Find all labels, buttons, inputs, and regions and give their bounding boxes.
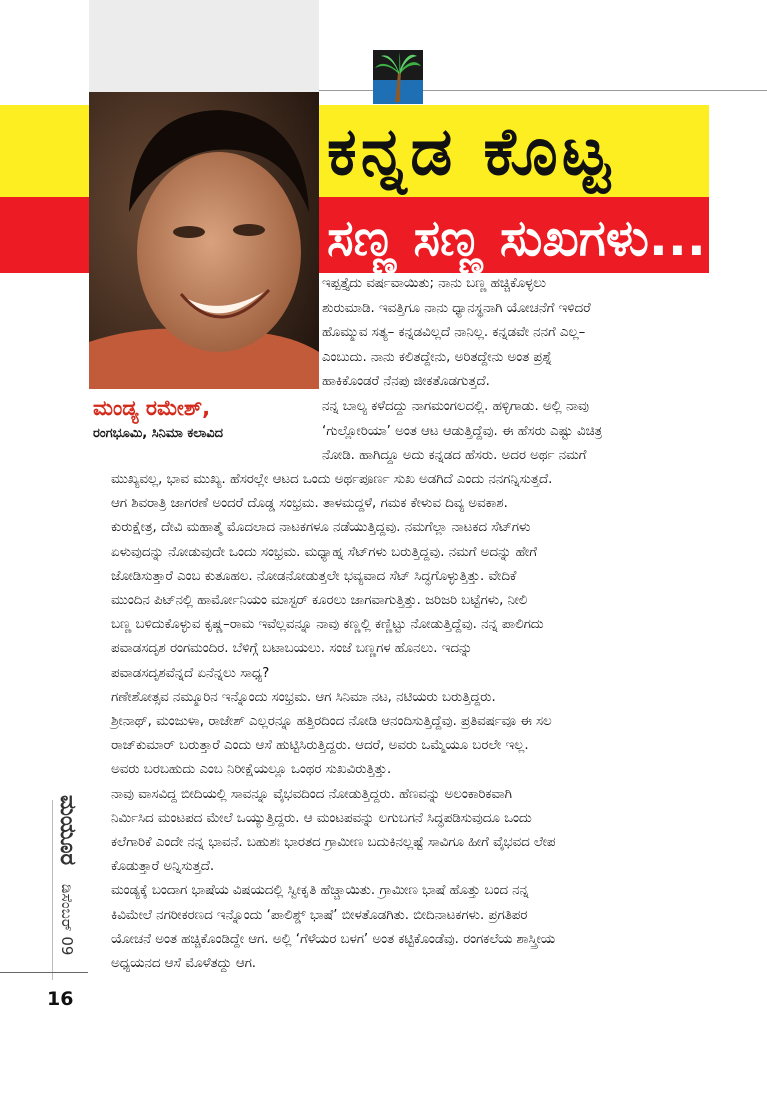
author-photo (89, 92, 319, 389)
article-line: ಜೋಡಿಸುತ್ತಾರೆ ಎಂಬ ಕುತೂಹಲ. ನೋಡನೋಡುತ್ತಲೇ ಭವ್ಯವಾದ ಸೆಟ್ ಸಿದ್ಧಗೊಳ್ಳುತ್ತಿತ್ತು. ವೇದಿಕೆ (111, 568, 517, 584)
article-line: ಕುರುಕ್ಷೇತ್ರ, ದೇವಿ ಮಹಾತ್ಮೆ ಮೊದಲಾದ ನಾಟಕಗಳೂ ನಡೆಯುತ್ತಿದ್ದವು. ನಮಗೆಲ್ಲಾ ನಾಟಕದ ಸೆಟ್‌ಗಳು (111, 520, 531, 536)
article-line: ಅಧ್ಯಯನದ ಆಸೆ ಮೊಳೆತದ್ದು ಆಗ. (111, 956, 257, 972)
article-line: ಗಣೇಶೋತ್ಸವ ನಮ್ಮೂರಿನ ಇನ್ನೊಂದು ಸಂಭ್ರಮ. ಆಗ ಸಿನಿಮಾ ನಟ, ನಟಿಯರು ಬರುತ್ತಿದ್ದರು. (111, 689, 496, 705)
article-line: ರಾಜ್‌ಕುಮಾರ್ ಬರುತ್ತಾರೆ ಎಂದು ಆಸೆ ಹುಟ್ಟಿಸಿರುತ್ತಿದ್ದರು. ಆದರೆ, ಅವರು ಒಮ್ಮೆಯೂ ಬರಲೇ ಇಲ್ಲ. (111, 738, 529, 754)
author-role: ರಂಗಭೂಮಿ, ಸಿನಿಮಾ ಕಲಾವಿದ (93, 426, 223, 441)
article-line: ಪವಾಡಸದೃಶ ರಂಗಮಂದಿರ. ಬೆಳಿಗ್ಗೆ ಬಟಾಬಯಲು. ಸಂಜೆ ಬಣ್ಣಗಳ ಹೊನಲು. ಇದನ್ನು (111, 641, 473, 657)
article-line: ಹಾಕಿಕೊಂಡರೆ ನೆನಪು ಜೀಕತೊಡಗುತ್ತದೆ. (322, 374, 490, 390)
article-line: ಶ್ರೀನಾಥ್, ಮಂಜುಳಾ, ರಾಜೇಶ್ ಎಲ್ಲರನ್ನೂ ಹತ್ತಿರದಿಂದ ನೋಡಿ ಆನಂದಿಸುತ್ತಿದ್ದೆವು. ಪ್ರತಿವರ್ಷವೂ ಈ ಸಲ (111, 714, 552, 730)
page-number: 16 (47, 988, 74, 1010)
article-line: ಮುಖ್ಯವಲ್ಲ, ಭಾವ ಮುಖ್ಯ. ಹೆಸರಲ್ಲೇ ಆಟದ ಒಂದು ಅರ್ಥಪೂರ್ಣ ಸುಖ ಅಡಗಿದೆ ಎಂದು ನನಗನ್ನಿಸುತ್ತದೆ. (111, 472, 553, 487)
article-line: ನಿರ್ಮಿಸಿದ ಮಂಟಪದ ಮೇಲೆ ಒಯ್ಯುತ್ತಿದ್ದರು. ಆ ಮಂಟಪವನ್ನು ಲಗುಬಗನೆ ಸಿದ್ಧಪಡಿಸುವುದೂ ಒಂದು (111, 810, 532, 826)
author-name: ಮಂಡ್ಯ ರಮೇಶ್, (93, 396, 211, 420)
article-line: ಹೊಮ್ಮುವ ಸತ್ಯ– ಕನ್ನಡವಿಲ್ಲದೆ ನಾನಿಲ್ಲ. ಕನ್ನಡವೇ ನನಗೆ ಎಲ್ಲ– (322, 325, 586, 341)
article-line: ಆಗ ಶಿವರಾತ್ರಿ ಜಾಗರಣೆ ಅಂದರೆ ದೊಡ್ಡ ಸಂಭ್ರಮ. ತಾಳಮದ್ದಳೆ, ಗಮಕ ಕೇಳುವ ದಿವ್ಯ ಅವಕಾಶ. (111, 496, 508, 512)
article-full-column (111, 468, 711, 976)
article-line: ಮಂಡ್ಯಕ್ಕೆ ಬಂದಾಗ ಭಾಷೆಯ ವಿಷಯದಲ್ಲಿ ಸ್ವೀಕೃತಿ ಹೆಚ್ಚಾಯಿತು. ಗ್ರಾಮೀಣ ಭಾಷೆ ಹೊತ್ತು ಬಂದ ನನ್ನ (111, 883, 529, 899)
article-line: ಬಣ್ಣ ಬಳಿದುಕೊಳ್ಳುವ ಕೃಷ್ಣ–ರಾಮ ಇವೆಲ್ಲವನ್ನೂ ನಾವು ಕಣ್ಣಲ್ಲಿ ಕಣ್ಣಿಟ್ಟು ನೋಡುತ್ತಿದ್ದೆವು. ನನ್ನ ಪಾಲಿಗದು (111, 617, 544, 633)
article-line: ‘ಗುಲ್ಲೋರಿಯಾ’ ಅಂತ ಆಟ ಆಡುತ್ತಿದ್ದೆವು. ಈ ಹೆಸರು ಎಷ್ಟು ವಿಚಿತ್ರ (322, 423, 603, 439)
article-line: ಎಂಬುದು. ನಾನು ಕಲಿತದ್ದೇನು, ಅರಿತದ್ದೇನು ಅಂತ ಪ್ರಶ್ನೆ (322, 349, 553, 365)
title-line-1: ಕನ್ನಡ ಕೊಟ್ಟ (327, 113, 614, 190)
article-line: ಕೊಡುತ್ತಾರೆ ಅನ್ನಿಸುತ್ತದೆ. (111, 859, 215, 875)
issue-date: ಡಿಸೆಂಬರ್ 09 (58, 884, 76, 956)
article-top-column (322, 272, 710, 469)
header-grey-box (89, 0, 319, 92)
article-line: ಮುಂದಿನ ಪಿಟ್‌ನಲ್ಲಿ ಹಾರ್ಮೋನಿಯಂ ಮಾಸ್ಟರ್ ಕೂರಲು ಜಾಗವಾಗುತ್ತಿತ್ತು. ಜರಿಜರಿ ಬಟ್ಟೆಗಳು, ನೀಲಿ (111, 593, 528, 609)
title-line-2: ಸಣ್ಣ ಸಣ್ಣ ಸುಖಗಳು... (327, 209, 706, 267)
article-line: ನಾವು ವಾಸವಿದ್ದ ಬೀದಿಯಲ್ಲಿ ಸಾವನ್ನೂ ವೈಭವದಿಂದ ನೋಡುತ್ತಿದ್ದರು. ಹೆಣವನ್ನು ಅಲಂಕಾರಿಕವಾಗಿ (111, 786, 512, 802)
article-line: ನೋಡಿ. ಹಾಗಿದ್ದೂ ಅದು ಕನ್ನಡದ ಹೆಸರು. ಅದರ ಅರ್ಥ ನಮಗೆ (322, 448, 587, 464)
magazine-name: ಮಯೂರ (55, 795, 80, 866)
article-line: ಕಿವಿಮೇಲೆ ನಗರೀಕರಣದ ಇನ್ನೊಂದು ‘ಪಾಲಿಶ್ಡ್ ಭಾಷೆ’ ಬೀಳತೊಡಗಿತು. ಬೀದಿನಾಟಕಗಳು. ಪ್ರಗತಿಪರ (111, 907, 528, 923)
article-line: ಯೋಚನೆ ಅಂತ ಹಚ್ಚಿಕೊಂಡಿದ್ದೇ ಆಗ. ಅಲ್ಲಿ ‘ಗೆಳೆಯರ ಬಳಗ’ ಅಂತ ಕಟ್ಟಿಕೊಂಡೆವು. ರಂಗಕಲೆಯ ಶಾಸ್ತ್ರೀಯ (111, 931, 556, 947)
article-line: ಏಳುವುದನ್ನು ನೋಡುವುದೇ ಒಂದು ಸಂಭ್ರಮ. ಮಧ್ಯಾಹ್ನ ಸೆಟ್‌ಗಳು ಬರುತ್ತಿದ್ದವು. ನಮಗೆ ಅದನ್ನು ಹೇಗೆ (111, 544, 537, 560)
article-line: ಶುರುಮಾಡಿ. ಇವತ್ತಿಗೂ ನಾನು ಧ್ಯಾನಸ್ಥನಾಗಿ ಯೋಚನೆಗೆ ಇಳಿದರೆ (322, 300, 591, 316)
article-line: ಇಪ್ಪತ್ತೈದು ವರ್ಷವಾಯಿತು; ನಾನು ಬಣ್ಣ ಹಚ್ಚಿಕೊಳ್ಳಲು (322, 276, 547, 291)
footer-rule (0, 972, 88, 973)
article-line: ನನ್ನ ಬಾಲ್ಯ ಕಳೆದದ್ದು ನಾಗಮಂಗಲದಲ್ಲಿ. ಹಳ್ಳಿಗಾಡು. ಅಲ್ಲಿ ನಾವು (322, 398, 589, 414)
article-line: ಕಲೆಗಾರಿಕೆ ಎಂದೇ ನನ್ನ ಭಾವನೆ. ಬಹುಶಃ ಭಾರತದ ಗ್ರಾಮೀಣ ಬದುಕಿನಲ್ಲಷ್ಟೆ ಸಾವಿಗೂ ಹೀಗೆ ವೈಭವದ ಲೇಪ (111, 835, 556, 851)
article-line: ಪವಾಡಸದೃಶವೆನ್ನದೆ ಏನೆನ್ನಲು ಸಾಧ್ಯ? (111, 665, 270, 681)
article-line: ಅವರು ಬರಬಹುದು ಎಂಬ ನಿರೀಕ್ಷೆಯಲ್ಲೂ ಒಂಥರ ಸುಖವಿರುತ್ತಿತ್ತು. (111, 762, 392, 778)
palm-tree-icon (373, 50, 423, 104)
